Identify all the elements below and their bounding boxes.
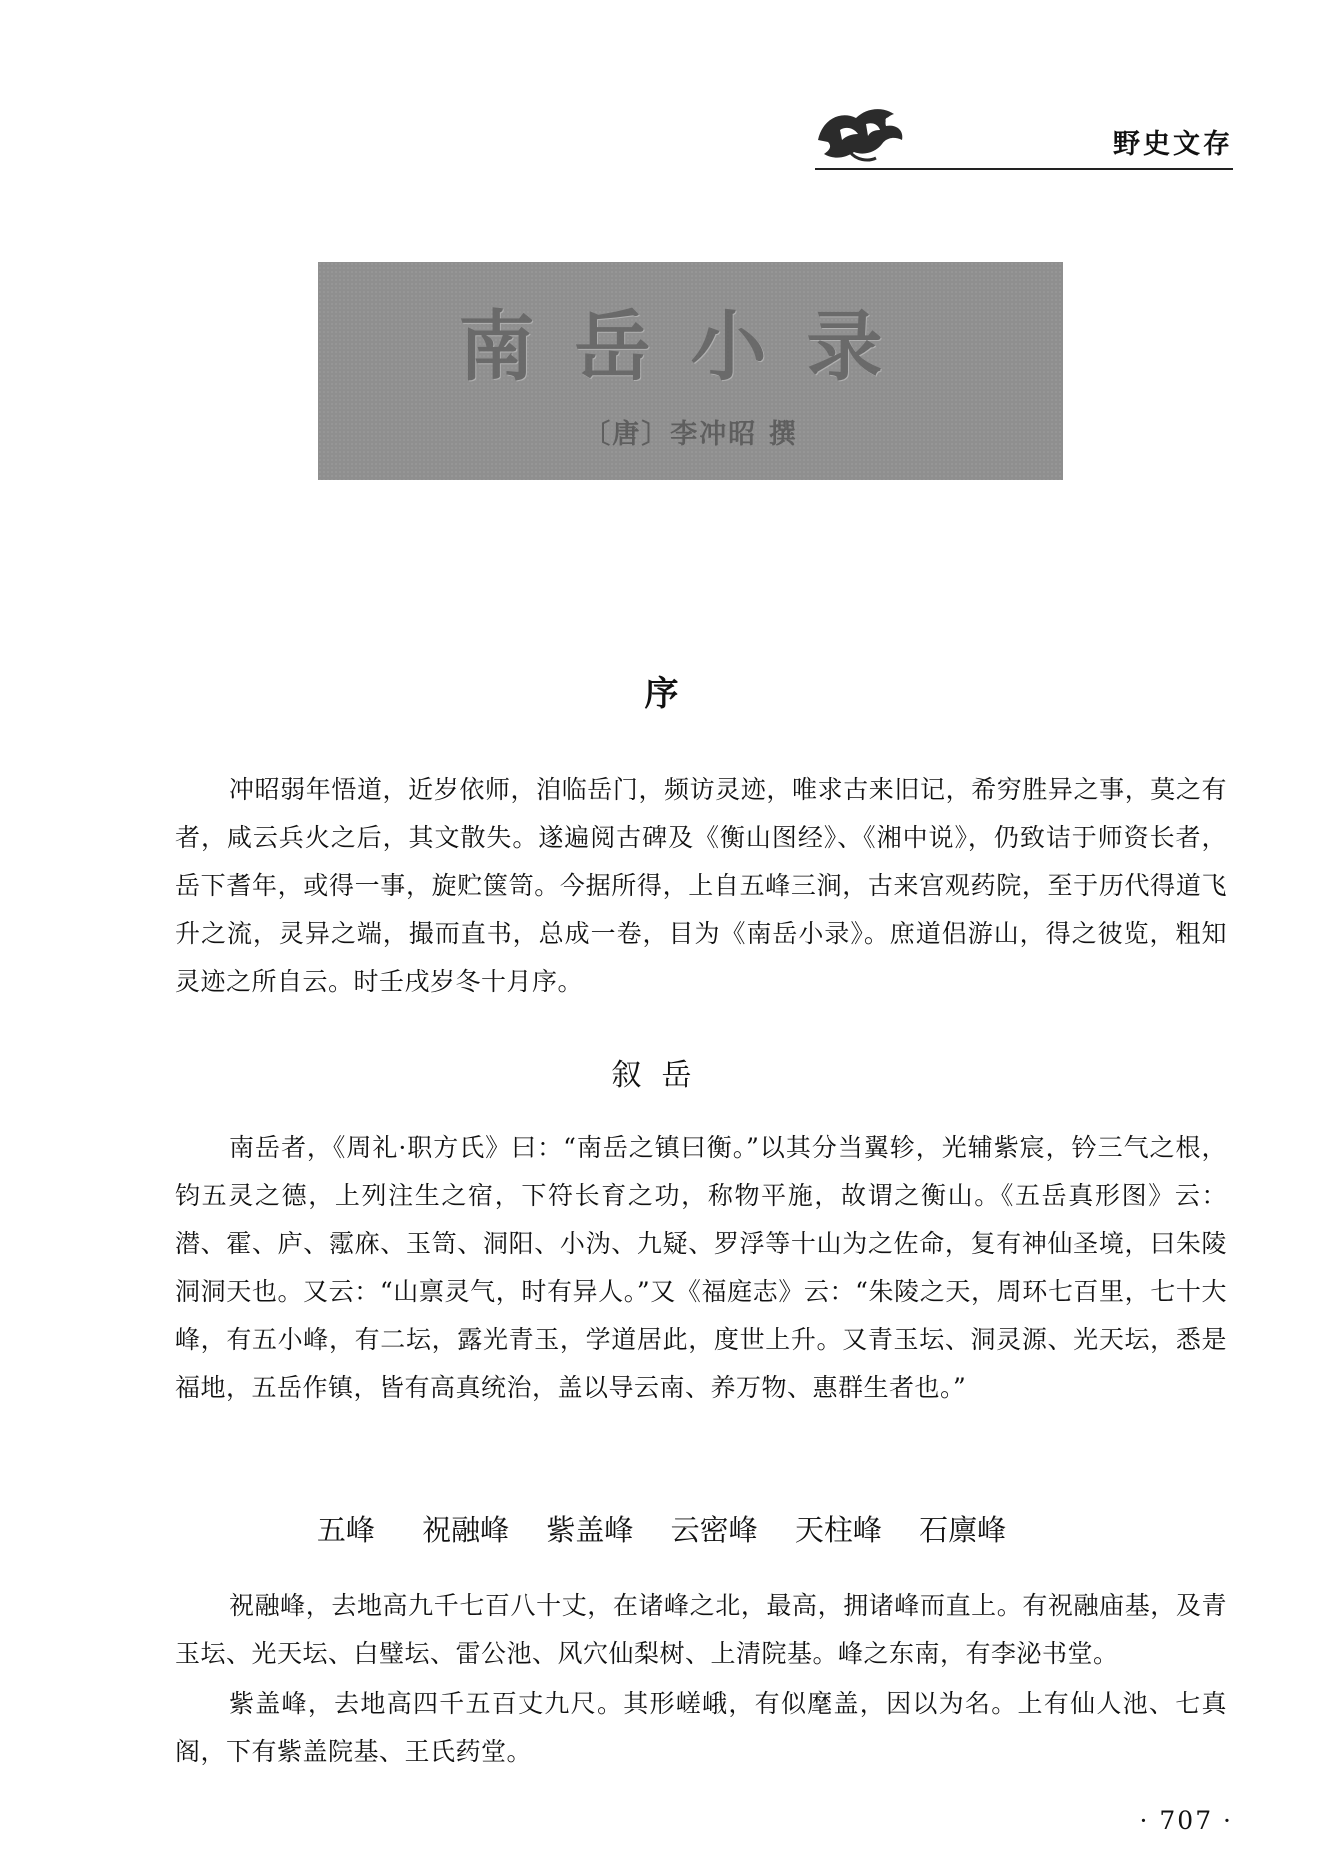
peak-name: 紫盖峰 xyxy=(546,1513,634,1547)
five-peaks-heading xyxy=(0,1508,1323,1549)
book-title: 南岳小录 xyxy=(458,302,923,391)
book-author: 〔唐〕李冲昭 撰 xyxy=(583,419,798,450)
xuyue-heading: 叙岳 xyxy=(611,1058,712,1093)
preface-heading: 序 xyxy=(644,674,679,714)
zigai-paragraph: 紫盖峰，去地高四千五百丈九尺。其形嵯峨，有似麾盖，因以为名。上有仙人池、七真阁，下有紫盖院基、王氏药堂。 xyxy=(175,1689,1227,1766)
peak-name: 祝融峰 xyxy=(422,1513,510,1547)
peak-name: 天柱峰 xyxy=(794,1513,882,1547)
page-number: · 707 · xyxy=(1139,1806,1233,1835)
series-title: 野史文存 xyxy=(1113,129,1233,160)
peak-name: 云密峰 xyxy=(670,1513,758,1547)
series-logo-icon xyxy=(810,100,910,168)
title-banner xyxy=(318,262,1063,480)
xuyue-paragraph: 南岳者，《周礼·职方氏》曰：“南岳之镇曰衡。”以其分当翼轸，光辅紫宸，钤三气之根，钧五灵之德，上列注生之宿，下符长育之功，称物平施，故谓之衡山。《五岳真形图》云：潜、霍、庐、霐庥、玉笥、洞阳、小沩、九疑、罗浮等十山为之佐命，复有神仙圣境，曰朱陵洞洞天也。又云：“山禀灵气，时有异人。”又《福庭志》云：“朱陵之天，周环七百里，七十大峰，有五小峰，有二坛，露光青玉，学道居此，度世上升。又青玉坛、洞灵源、光天坛，悉是福地，五岳作镇，皆有高真统治，盖以导云南、养万物、惠群生者也。” xyxy=(175,1133,1227,1402)
header-rule xyxy=(815,168,1233,170)
preface-paragraph: 冲昭弱年悟道，近岁依师，洎临岳门，频访灵迹，唯求古来旧记，希穷胜异之事，莫之有者，咸云兵火之后，其文散失。遂遍阅古碑及《衡山图经》、《湘中说》，仍致诘于师资长者，岳下耆年，或得一事，旋贮箧笥。今据所得，上自五峰三涧，古来宫观药院，至于历代得道飞升之流，灵异之端，撮而直书，总成一卷，目为《南岳小录》。庶道侣游山，得之彼览，粗知灵迹之所自云。时壬戌岁冬十月序。 xyxy=(175,775,1227,996)
peak-name: 石廪峰 xyxy=(919,1513,1007,1547)
zhurong-paragraph: 祝融峰，去地高九千七百八十丈，在诸峰之北，最高，拥诸峰而直上。有祝融庙基，及青玉坛、光天坛、白璧坛、雷公池、风穴仙梨树、上清院基。峰之东南，有李泌书堂。 xyxy=(175,1591,1227,1668)
five-peaks-title: 五峰 xyxy=(316,1513,375,1547)
